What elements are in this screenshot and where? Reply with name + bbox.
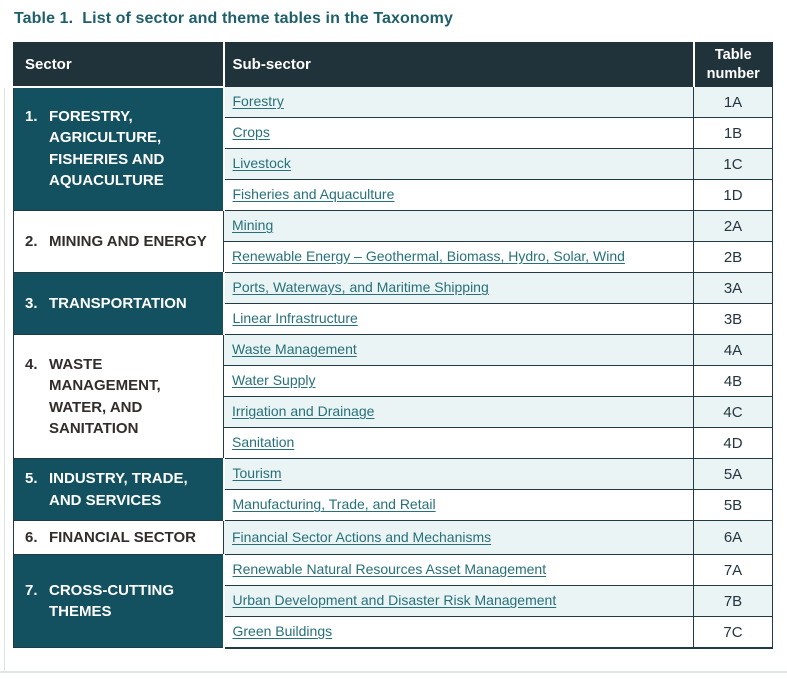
sub-sector-cell bbox=[224, 586, 694, 617]
table-number-cell: 1C bbox=[694, 149, 773, 180]
table-number-cell: 1D bbox=[694, 180, 773, 211]
sub-sector-link[interactable]: Financial Sector Actions and Mechanisms bbox=[232, 528, 492, 545]
table-row bbox=[14, 521, 773, 555]
table-row bbox=[14, 273, 773, 304]
sector-cell bbox=[14, 273, 224, 335]
table-number-cell: 2B bbox=[694, 242, 773, 273]
sub-sector-cell bbox=[224, 118, 694, 149]
column-header-sub-sector: Sub-sector bbox=[224, 43, 694, 87]
sub-sector-link[interactable]: Renewable Energy – Geothermal, Biomass, Hydro, Solar, Wind bbox=[232, 248, 625, 264]
sector-cell bbox=[14, 87, 224, 211]
sector-number: 6. bbox=[25, 529, 38, 546]
table-number-cell: 3A bbox=[694, 273, 773, 304]
page-edge-vertical-line bbox=[4, 88, 5, 672]
sector-number: 1. bbox=[25, 108, 38, 126]
sub-sector-cell bbox=[224, 335, 694, 366]
page-title: Table 1. List of sector and theme tables in the Taxonomy bbox=[14, 10, 453, 27]
sector-cell bbox=[14, 521, 224, 555]
table-number-cell: 5A bbox=[694, 459, 773, 490]
table-number-cell: 7B bbox=[694, 586, 773, 617]
table-row bbox=[14, 335, 773, 366]
sub-sector-cell bbox=[224, 180, 694, 211]
sector-name: MINING AND ENERGY bbox=[49, 232, 207, 250]
sector-number: 2. bbox=[25, 232, 38, 250]
sector-cell bbox=[14, 335, 224, 459]
sector-name: CROSS-CUTTING THEMES bbox=[49, 582, 174, 621]
sub-sector-cell bbox=[224, 304, 694, 335]
table-number-cell: 2A bbox=[694, 211, 773, 242]
sub-sector-link[interactable]: Irrigation and Drainage bbox=[232, 403, 375, 419]
sub-sector-cell bbox=[224, 149, 694, 180]
sub-sector-cell bbox=[224, 87, 694, 118]
sub-sector-link[interactable]: Forestry bbox=[232, 93, 284, 109]
sub-sector-link[interactable]: Ports, Waterways, and Maritime Shipping bbox=[232, 279, 489, 295]
sub-sector-cell bbox=[224, 273, 694, 304]
sub-sector-link[interactable]: Waste Management bbox=[232, 341, 357, 357]
sector-number: 3. bbox=[25, 294, 38, 312]
table-number-cell: 1B bbox=[694, 118, 773, 149]
sector-cell bbox=[14, 459, 224, 521]
column-header-sector: Sector bbox=[14, 43, 224, 87]
table-row bbox=[14, 459, 773, 490]
table-number-cell: 7C bbox=[694, 617, 773, 648]
sub-sector-cell bbox=[224, 555, 694, 586]
sub-sector-cell bbox=[224, 397, 694, 428]
sector-name: INDUSTRY, TRADE, AND SERVICES bbox=[49, 470, 188, 509]
table-number-cell: 3B bbox=[694, 304, 773, 335]
table-number-cell: 1A bbox=[694, 87, 773, 118]
sub-sector-cell bbox=[224, 428, 694, 459]
sector-cell bbox=[14, 211, 224, 273]
sub-sector-link[interactable]: Tourism bbox=[232, 465, 282, 481]
column-header-table-number: Table number bbox=[694, 43, 773, 87]
sub-sector-link[interactable]: Crops bbox=[232, 124, 270, 140]
taxonomy-table bbox=[13, 42, 773, 649]
table-number-cell: 4A bbox=[694, 335, 773, 366]
table-number-cell: 4C bbox=[694, 397, 773, 428]
sector-cell bbox=[14, 555, 224, 648]
sector-name: FINANCIAL SECTOR bbox=[49, 529, 196, 546]
sector-number: 7. bbox=[25, 582, 38, 599]
taxonomy-table-body bbox=[14, 87, 773, 648]
table-row bbox=[14, 555, 773, 586]
table-number-cell: 5B bbox=[694, 490, 773, 521]
sub-sector-link[interactable]: Sanitation bbox=[232, 434, 295, 450]
sector-number: 4. bbox=[25, 355, 38, 373]
table-row bbox=[14, 87, 773, 118]
sub-sector-link[interactable]: Manufacturing, Trade, and Retail bbox=[232, 496, 436, 512]
sub-sector-cell bbox=[224, 211, 694, 242]
table-header-row bbox=[14, 43, 773, 87]
sector-name: WASTE MANAGEMENT, WATER, AND SANITATION bbox=[49, 355, 161, 437]
sub-sector-cell bbox=[224, 366, 694, 397]
sub-sector-link[interactable]: Water Supply bbox=[232, 372, 316, 388]
sub-sector-cell bbox=[224, 459, 694, 490]
table-number-cell: 4B bbox=[694, 366, 773, 397]
sub-sector-link[interactable]: Urban Development and Disaster Risk Management bbox=[232, 592, 557, 609]
sub-sector-cell bbox=[224, 490, 694, 521]
sub-sector-link[interactable]: Linear Infrastructure bbox=[232, 310, 358, 326]
sector-name: FORESTRY, AGRICULTURE, FISHERIES AND AQUACULTURE bbox=[49, 108, 165, 190]
sub-sector-link[interactable]: Green Buildings bbox=[232, 623, 333, 640]
table-row bbox=[14, 211, 773, 242]
sub-sector-link[interactable]: Fisheries and Aquaculture bbox=[232, 186, 395, 202]
sub-sector-link[interactable]: Livestock bbox=[232, 155, 291, 171]
sector-number: 5. bbox=[25, 470, 38, 488]
sub-sector-link[interactable]: Mining bbox=[232, 217, 274, 233]
table-number-cell: 7A bbox=[694, 555, 773, 586]
sub-sector-cell bbox=[224, 521, 694, 555]
page-edge-horizontal-line bbox=[0, 671, 787, 673]
table-number-cell: 4D bbox=[694, 428, 773, 459]
sector-name: TRANSPORTATION bbox=[49, 294, 187, 312]
sub-sector-cell bbox=[224, 242, 694, 273]
table-number-cell: 6A bbox=[694, 521, 773, 555]
sub-sector-cell bbox=[224, 617, 694, 648]
sub-sector-link[interactable]: Renewable Natural Resources Asset Management bbox=[232, 561, 547, 578]
